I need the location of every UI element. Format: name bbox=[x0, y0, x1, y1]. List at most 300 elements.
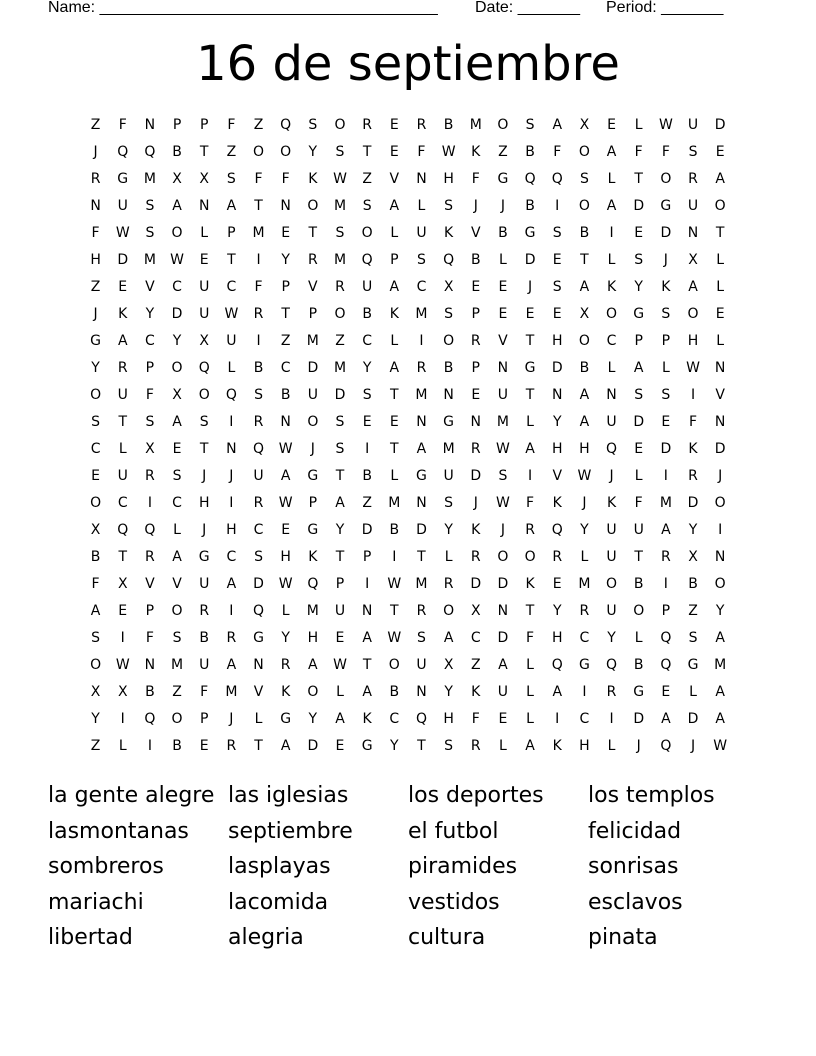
grid-letter: S bbox=[91, 413, 101, 430]
grid-letter: D bbox=[117, 251, 129, 268]
grid-letter: A bbox=[443, 629, 454, 646]
grid-letter: W bbox=[224, 305, 239, 322]
grid-letter: Q bbox=[660, 629, 672, 646]
grid-letter: T bbox=[525, 332, 535, 349]
grid-letter: C bbox=[579, 629, 590, 646]
grid-letter: Z bbox=[226, 143, 237, 160]
grid-letter: W bbox=[278, 494, 293, 511]
grid-letter: U bbox=[199, 305, 210, 322]
grid-letter: R bbox=[660, 548, 671, 565]
grid-letter: G bbox=[307, 521, 319, 538]
grid-letter: N bbox=[198, 197, 210, 214]
grid-letter: N bbox=[416, 494, 427, 511]
grid-letter: A bbox=[552, 683, 563, 700]
grid-letter: V bbox=[715, 386, 725, 403]
grid-letter: U bbox=[117, 386, 128, 403]
grid-row bbox=[82, 381, 734, 408]
grid-letter: H bbox=[687, 332, 699, 349]
grid-letter: B bbox=[525, 197, 535, 214]
grid-letter: N bbox=[470, 413, 481, 430]
grid-letter: I bbox=[365, 440, 370, 457]
grid-letter: M bbox=[415, 575, 428, 592]
word-bank-item: libertad bbox=[48, 925, 133, 950]
grid-letter: J bbox=[473, 494, 478, 511]
grid-letter: Z bbox=[172, 683, 182, 700]
grid-letter: T bbox=[362, 656, 372, 673]
grid-letter: E bbox=[498, 710, 508, 727]
grid-letter: I bbox=[147, 737, 152, 754]
grid-letter: T bbox=[390, 602, 399, 619]
grid-letter: S bbox=[552, 224, 562, 241]
grid-letter: Y bbox=[281, 251, 290, 268]
grid-letter: W bbox=[713, 737, 728, 754]
grid-letter: U bbox=[253, 467, 264, 484]
grid-letter: L bbox=[390, 332, 399, 349]
grid-letter: G bbox=[307, 467, 319, 484]
grid-letter: O bbox=[388, 656, 400, 673]
grid-letter: E bbox=[552, 251, 562, 268]
grid-letter: F bbox=[281, 170, 290, 187]
grid-letter: S bbox=[417, 629, 426, 646]
grid-letter: B bbox=[443, 116, 454, 133]
grid-letter: I bbox=[528, 467, 533, 484]
grid-row bbox=[82, 597, 734, 624]
page-title: 16 de septiembre bbox=[196, 36, 620, 92]
grid-letter: L bbox=[661, 359, 670, 376]
grid-letter: E bbox=[118, 278, 128, 295]
grid-letter: G bbox=[90, 332, 101, 349]
grid-letter: J bbox=[93, 305, 98, 322]
grid-letter: F bbox=[91, 575, 100, 592]
grid-letter: A bbox=[715, 629, 725, 646]
grid-letter: N bbox=[497, 359, 509, 376]
grid-letter: L bbox=[118, 440, 127, 457]
grid-letter: D bbox=[633, 197, 645, 214]
grid-letter: B bbox=[579, 224, 590, 241]
grid-letter: J bbox=[690, 737, 696, 754]
grid-letter: D bbox=[660, 440, 672, 457]
grid-row bbox=[82, 219, 734, 246]
grid-letter: D bbox=[687, 710, 699, 727]
grid-letter: J bbox=[500, 521, 505, 538]
grid-letter: Y bbox=[634, 278, 643, 295]
grid-letter: V bbox=[145, 575, 155, 592]
grid-letter: A bbox=[226, 575, 237, 592]
grid-letter: P bbox=[661, 602, 671, 619]
grid-letter: T bbox=[335, 467, 345, 484]
name-field-label: Name: ______________________________________ bbox=[48, 0, 438, 16]
grid-letter: C bbox=[606, 332, 617, 349]
grid-letter: P bbox=[281, 278, 290, 295]
grid-letter: S bbox=[308, 116, 318, 133]
grid-letter: F bbox=[634, 494, 643, 511]
grid-letter: A bbox=[715, 683, 725, 700]
grid-letter: D bbox=[307, 737, 319, 754]
grid-letter: A bbox=[172, 548, 182, 565]
grid-letter: T bbox=[118, 413, 128, 430]
grid-letter: U bbox=[117, 197, 128, 214]
grid-letter: L bbox=[281, 602, 290, 619]
grid-letter: C bbox=[172, 278, 182, 295]
grid-letter: M bbox=[143, 170, 156, 187]
grid-letter: K bbox=[471, 521, 481, 538]
grid-letter: L bbox=[173, 521, 181, 538]
grid-letter: L bbox=[607, 251, 616, 268]
grid-letter: Y bbox=[91, 359, 100, 376]
grid-letter: M bbox=[306, 602, 319, 619]
grid-letter: R bbox=[579, 602, 590, 619]
grid-letter: Q bbox=[551, 521, 563, 538]
grid-letter: L bbox=[227, 359, 236, 376]
grid-letter: F bbox=[471, 170, 480, 187]
grid-letter: I bbox=[392, 548, 397, 565]
grid-letter: B bbox=[688, 575, 698, 592]
grid-letter: G bbox=[633, 683, 645, 700]
grid-letter: T bbox=[634, 548, 643, 565]
grid-letter: W bbox=[387, 629, 402, 646]
grid-letter: O bbox=[90, 494, 102, 511]
grid-letter: U bbox=[497, 386, 509, 403]
grid-letter: W bbox=[441, 143, 456, 160]
grid-letter: L bbox=[716, 332, 725, 349]
grid-letter: F bbox=[688, 413, 698, 430]
grid-letter: G bbox=[416, 467, 427, 484]
grid-letter: S bbox=[444, 305, 454, 322]
grid-letter: T bbox=[634, 170, 643, 187]
grid-row bbox=[82, 678, 734, 705]
grid-letter: K bbox=[525, 575, 535, 592]
grid-letter: T bbox=[254, 737, 263, 754]
grid-letter: L bbox=[607, 170, 616, 187]
grid-letter: E bbox=[389, 413, 399, 430]
grid-letter: T bbox=[199, 143, 209, 160]
grid-letter: C bbox=[90, 440, 101, 457]
grid-letter: V bbox=[470, 224, 481, 241]
grid-letter: P bbox=[308, 305, 318, 322]
grid-letter: Q bbox=[144, 710, 156, 727]
grid-letter: G bbox=[633, 305, 645, 322]
grid-letter: P bbox=[199, 116, 209, 133]
grid-letter: D bbox=[633, 413, 645, 430]
word-bank-item: alegria bbox=[228, 925, 304, 950]
grid-letter: W bbox=[387, 575, 402, 592]
grid-letter: G bbox=[198, 548, 210, 565]
grid-letter: R bbox=[226, 737, 237, 754]
grid-letter: S bbox=[335, 143, 345, 160]
grid-letter: S bbox=[579, 170, 589, 187]
grid-letter: O bbox=[714, 575, 726, 592]
grid-letter: A bbox=[335, 710, 345, 727]
grid-row bbox=[82, 408, 734, 435]
grid-letter: C bbox=[226, 278, 237, 295]
grid-row bbox=[82, 246, 734, 273]
grid-letter: J bbox=[473, 197, 478, 214]
grid-letter: X bbox=[579, 116, 590, 133]
grid-letter: T bbox=[118, 548, 128, 565]
grid-letter: B bbox=[172, 143, 182, 160]
grid-letter: U bbox=[199, 575, 210, 592]
grid-letter: Y bbox=[715, 602, 725, 619]
grid-letter: D bbox=[470, 467, 482, 484]
grid-letter: W bbox=[278, 575, 293, 592]
grid-letter: O bbox=[307, 413, 319, 430]
grid-row bbox=[82, 273, 734, 300]
grid-letter: S bbox=[335, 440, 345, 457]
grid-letter: E bbox=[552, 575, 562, 592]
grid-letter: Z bbox=[688, 602, 698, 619]
grid-letter: U bbox=[606, 413, 617, 430]
grid-letter: J bbox=[202, 467, 207, 484]
grid-letter: M bbox=[415, 305, 428, 322]
grid-letter: H bbox=[579, 737, 590, 754]
grid-letter: U bbox=[443, 467, 454, 484]
grid-letter: N bbox=[253, 656, 264, 673]
grid-letter: W bbox=[658, 116, 673, 133]
grid-letter: H bbox=[579, 440, 590, 457]
grid-letter: Y bbox=[607, 629, 616, 646]
grid-letter: X bbox=[443, 656, 454, 673]
grid-letter: W bbox=[496, 494, 510, 511]
grid-letter: U bbox=[633, 521, 644, 538]
grid-letter: N bbox=[280, 197, 291, 214]
grid-letter: I bbox=[609, 224, 614, 241]
grid-letter: W bbox=[496, 440, 510, 457]
grid-letter: W bbox=[686, 359, 700, 376]
grid-letter: Q bbox=[361, 251, 373, 268]
grid-letter: S bbox=[362, 386, 372, 403]
grid-letter: F bbox=[526, 629, 535, 646]
grid-letter: E bbox=[715, 143, 725, 160]
grid-letter: I bbox=[229, 413, 234, 430]
grid-letter: A bbox=[525, 440, 535, 457]
grid-letter: C bbox=[362, 332, 373, 349]
grid-letter: J bbox=[310, 440, 315, 457]
grid-letter: U bbox=[199, 278, 210, 295]
grid-letter: L bbox=[499, 737, 507, 754]
grid-letter: T bbox=[308, 224, 318, 241]
grid-letter: R bbox=[606, 683, 617, 700]
grid-row bbox=[82, 138, 734, 165]
grid-letter: A bbox=[172, 197, 182, 214]
word-bank-item: septiembre bbox=[228, 818, 353, 844]
grid-letter: A bbox=[280, 737, 291, 754]
grid-letter: A bbox=[90, 602, 101, 619]
grid-letter: B bbox=[172, 737, 182, 754]
grid-letter: A bbox=[525, 737, 535, 754]
grid-letter: S bbox=[417, 251, 426, 268]
grid-letter: I bbox=[609, 710, 614, 727]
grid-letter: A bbox=[552, 116, 563, 133]
grid-letter: S bbox=[172, 629, 182, 646]
grid-letter: L bbox=[634, 629, 643, 646]
grid-letter: W bbox=[170, 251, 184, 268]
grid-letter: T bbox=[335, 548, 345, 565]
grid-letter: C bbox=[226, 548, 237, 565]
grid-letter: A bbox=[362, 629, 372, 646]
grid-letter: X bbox=[145, 440, 155, 457]
grid-letter: Z bbox=[362, 494, 372, 511]
grid-letter: R bbox=[280, 656, 291, 673]
grid-letter: K bbox=[552, 737, 562, 754]
grid-letter: E bbox=[525, 305, 535, 322]
grid-letter: B bbox=[280, 386, 291, 403]
grid-letter: A bbox=[606, 143, 617, 160]
grid-letter: D bbox=[171, 305, 183, 322]
grid-letter: E bbox=[715, 305, 725, 322]
grid-letter: A bbox=[226, 197, 237, 214]
grid-letter: E bbox=[634, 440, 644, 457]
grid-letter: F bbox=[118, 116, 127, 133]
grid-letter: B bbox=[389, 521, 400, 538]
grid-letter: Y bbox=[552, 413, 562, 430]
grid-letter: M bbox=[306, 332, 319, 349]
grid-letter: C bbox=[416, 278, 427, 295]
grid-letter: U bbox=[606, 548, 617, 565]
grid-letter: R bbox=[199, 602, 210, 619]
grid-letter: X bbox=[90, 521, 101, 538]
grid-letter: O bbox=[660, 170, 672, 187]
grid-letter: Q bbox=[443, 251, 455, 268]
grid-letter: R bbox=[416, 602, 427, 619]
grid-letter: E bbox=[498, 305, 508, 322]
grid-letter: M bbox=[578, 575, 591, 592]
grid-letter: S bbox=[498, 467, 508, 484]
grid-row bbox=[82, 327, 734, 354]
grid-letter: O bbox=[361, 224, 373, 241]
grid-letter: L bbox=[716, 278, 725, 295]
grid-letter: M bbox=[171, 656, 184, 673]
grid-letter: E bbox=[281, 224, 291, 241]
grid-letter: M bbox=[143, 251, 156, 268]
grid-letter: A bbox=[308, 656, 318, 673]
grid-letter: N bbox=[144, 656, 156, 673]
grid-letter: X bbox=[199, 170, 209, 187]
grid-letter: M bbox=[252, 224, 265, 241]
grid-letter: U bbox=[416, 656, 427, 673]
grid-letter: R bbox=[253, 494, 264, 511]
grid-letter: Z bbox=[470, 656, 481, 673]
grid-letter: I bbox=[256, 332, 261, 349]
grid-letter: X bbox=[117, 683, 128, 700]
grid-letter: W bbox=[577, 467, 592, 484]
grid-letter: B bbox=[362, 467, 372, 484]
grid-letter: G bbox=[117, 170, 129, 187]
grid-letter: H bbox=[443, 170, 454, 187]
grid-letter: Q bbox=[117, 521, 129, 538]
grid-letter: D bbox=[470, 575, 482, 592]
grid-letter: I bbox=[690, 386, 696, 403]
grid-letter: L bbox=[499, 251, 507, 268]
grid-letter: Y bbox=[308, 143, 318, 160]
grid-letter: Y bbox=[281, 629, 290, 646]
grid-letter: Q bbox=[253, 440, 265, 457]
grid-letter: F bbox=[417, 143, 426, 160]
grid-letter: E bbox=[389, 143, 399, 160]
grid-letter: R bbox=[470, 440, 481, 457]
grid-letter: T bbox=[525, 602, 535, 619]
grid-letter: J bbox=[202, 521, 207, 538]
grid-letter: K bbox=[444, 224, 454, 241]
grid-letter: A bbox=[661, 521, 671, 538]
grid-letter: G bbox=[443, 413, 455, 430]
grid-letter: J bbox=[718, 467, 723, 484]
grid-letter: K bbox=[308, 548, 318, 565]
grid-letter: Q bbox=[225, 386, 237, 403]
period-field-label: Period: _______ bbox=[606, 0, 724, 16]
grid-letter: M bbox=[333, 197, 347, 214]
grid-letter: N bbox=[226, 440, 237, 457]
grid-letter: E bbox=[607, 116, 616, 133]
grid-row bbox=[82, 435, 734, 462]
grid-letter: O bbox=[497, 548, 509, 565]
grid-letter: F bbox=[227, 116, 236, 133]
grid-letter: V bbox=[145, 278, 155, 295]
grid-letter: O bbox=[280, 143, 292, 160]
grid-letter: U bbox=[362, 278, 373, 295]
grid-letter: S bbox=[172, 467, 182, 484]
grid-letter: V bbox=[498, 332, 508, 349]
grid-letter: R bbox=[335, 278, 345, 295]
grid-letter: G bbox=[524, 224, 536, 241]
grid-letter: Y bbox=[390, 737, 399, 754]
grid-letter: F bbox=[526, 494, 535, 511]
grid-letter: F bbox=[471, 710, 480, 727]
grid-letter: L bbox=[118, 737, 127, 754]
grid-letter: B bbox=[525, 143, 535, 160]
grid-letter: F bbox=[254, 278, 263, 295]
grid-letter: N bbox=[687, 224, 699, 241]
grid-letter: L bbox=[526, 710, 534, 727]
grid-letter: L bbox=[444, 548, 453, 565]
grid-letter: R bbox=[443, 575, 454, 592]
grid-row bbox=[82, 462, 734, 489]
grid-letter: E bbox=[471, 278, 481, 295]
grid-letter: G bbox=[361, 737, 373, 754]
grid-letter: L bbox=[634, 116, 643, 133]
grid-row bbox=[82, 570, 734, 597]
grid-row bbox=[82, 489, 734, 516]
grid-letter: Q bbox=[144, 521, 156, 538]
grid-letter: G bbox=[524, 359, 536, 376]
grid-letter: Y bbox=[580, 521, 589, 538]
grid-letter: B bbox=[579, 359, 590, 376]
grid-letter: R bbox=[362, 116, 372, 133]
grid-letter: J bbox=[609, 467, 614, 484]
grid-row bbox=[82, 300, 734, 327]
grid-letter: A bbox=[117, 332, 128, 349]
grid-row bbox=[82, 624, 734, 651]
grid-letter: Q bbox=[307, 575, 319, 592]
grid-letter: H bbox=[198, 494, 210, 511]
grid-letter: M bbox=[388, 494, 401, 511]
grid-letter: K bbox=[389, 305, 399, 322]
grid-letter: K bbox=[308, 170, 318, 187]
grid-letter: R bbox=[416, 116, 427, 133]
grid-letter: G bbox=[687, 656, 699, 673]
grid-letter: U bbox=[606, 602, 617, 619]
grid-letter: Q bbox=[524, 170, 536, 187]
grid-letter: D bbox=[253, 575, 264, 592]
grid-letter: U bbox=[226, 332, 237, 349]
grid-letter: W bbox=[333, 656, 347, 673]
grid-row bbox=[82, 192, 734, 219]
grid-letter: N bbox=[443, 386, 454, 403]
grid-letter: R bbox=[688, 467, 698, 484]
grid-letter: E bbox=[199, 251, 209, 268]
grid-letter: J bbox=[528, 278, 533, 295]
grid-row bbox=[82, 543, 734, 570]
grid-letter: P bbox=[390, 251, 399, 268]
